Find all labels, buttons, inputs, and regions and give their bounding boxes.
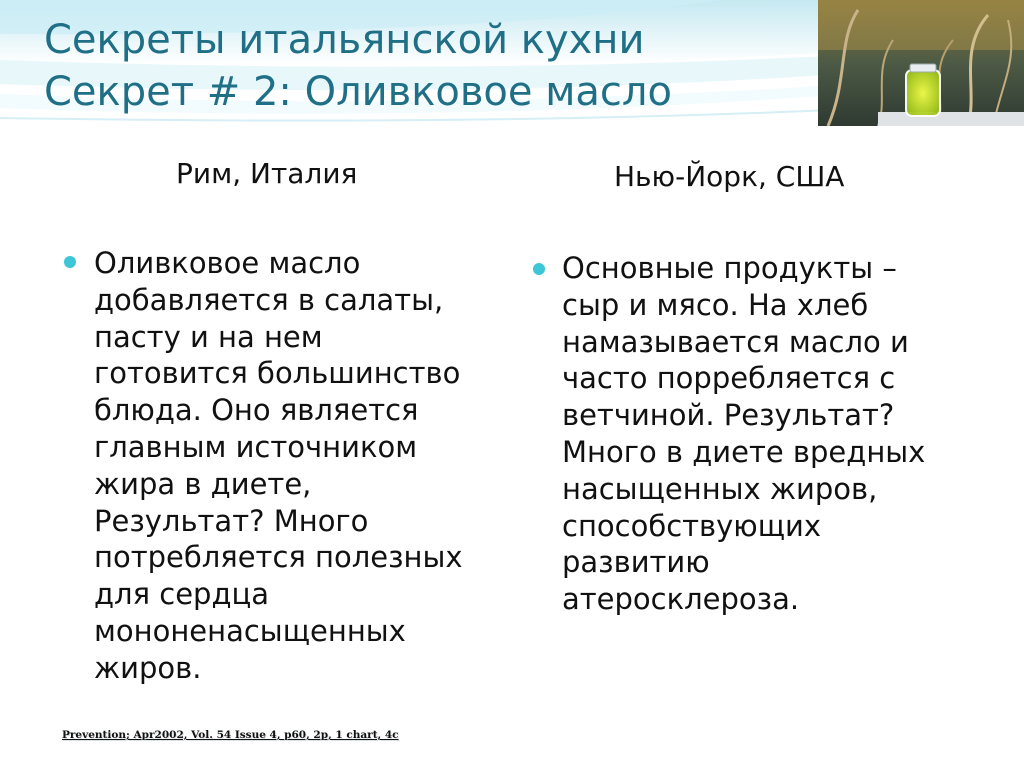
title-line-1: Секреты итальянской кухни xyxy=(44,17,645,63)
text-line: намазывается масло и xyxy=(562,324,909,359)
left-column-text xyxy=(94,245,463,687)
text-line: способствующих xyxy=(562,508,822,543)
title-line-2: Секрет # 2: Оливковое масло xyxy=(44,69,672,115)
text-line: ветчиной. Результат? xyxy=(562,398,895,433)
text-line: Много в диете вредных xyxy=(562,434,926,469)
text-line: Основные продукты – xyxy=(562,251,897,285)
text-line: добавляется в салаты, xyxy=(94,282,444,317)
slide-title xyxy=(44,14,814,118)
text-line: пасту и на нем xyxy=(94,319,323,354)
right-column-text xyxy=(562,250,925,618)
text-line: часто порребляется с xyxy=(562,361,896,396)
text-line: потребляется полезных xyxy=(94,540,463,575)
text-line: главным источником xyxy=(94,429,418,464)
text-line: готовится большинство xyxy=(94,356,461,391)
text-line: жиров. xyxy=(94,650,202,685)
citation-link[interactable]: Prevention; Apr2002, Vol. 54 Issue 4, p60, 2p, 1 chart, 4c xyxy=(62,729,399,741)
text-line: развитию xyxy=(562,545,710,580)
text-line: блюда. Оно является xyxy=(94,393,419,428)
text-line: сыр и мясо. На хлеб xyxy=(562,287,869,322)
text-line: атеросклероза. xyxy=(562,582,800,617)
text-line: мононенасыщенных xyxy=(94,613,406,648)
text-line: Результат? Много xyxy=(94,503,369,538)
olive-oil-jar-photo xyxy=(818,0,1024,126)
right-column-heading: Нью-Йорк, США xyxy=(614,160,845,193)
text-line: для сердца xyxy=(94,577,270,612)
text-line: жира в диете, xyxy=(94,466,312,501)
left-column-heading: Рим, Италия xyxy=(176,157,358,190)
text-line: Оливковое масло xyxy=(94,246,361,280)
bullet-icon xyxy=(64,256,76,268)
text-line: насыщенных жиров, xyxy=(562,471,878,506)
bullet-icon xyxy=(533,263,545,275)
